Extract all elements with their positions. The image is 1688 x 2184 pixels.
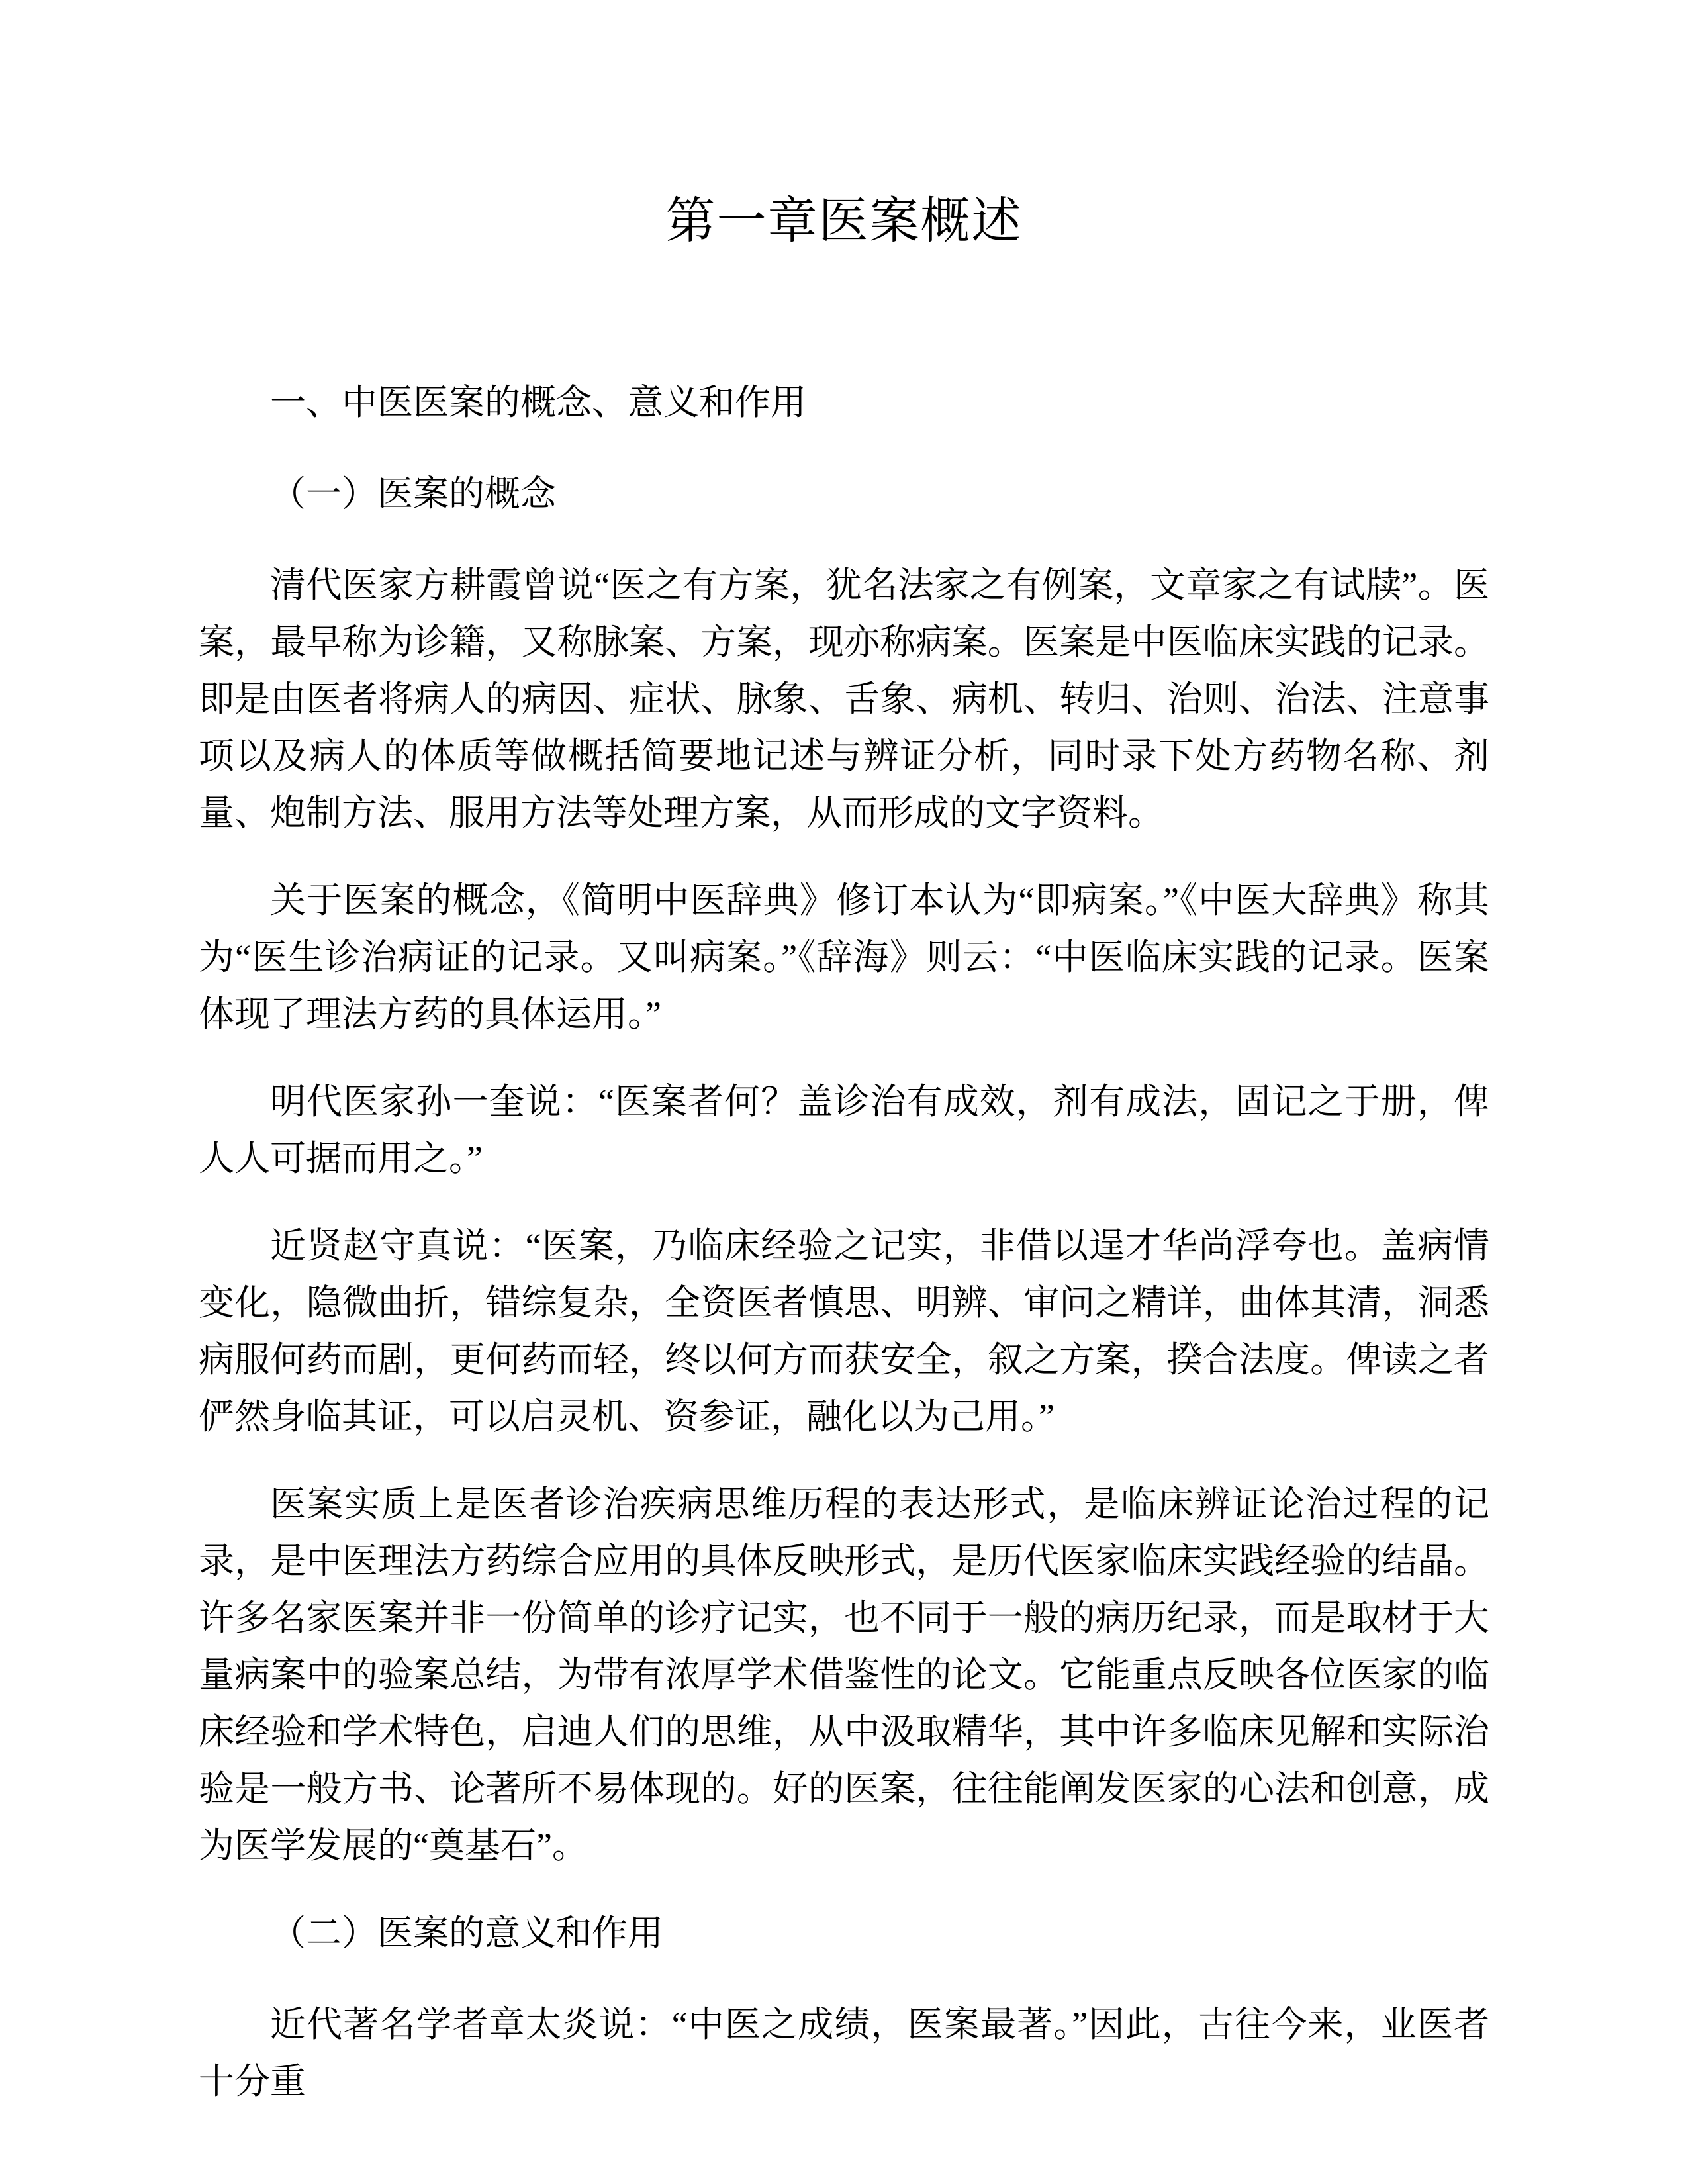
- section-heading-1: 一、中医医案的概念、意义和作用: [270, 383, 806, 422]
- subsection-heading-1: （一）医案的概念: [270, 474, 556, 514]
- paragraph-concept-4: 近贤赵守真说：“医案，乃临床经验之记实，非借以逞才华尚浮夸也。盖病情变化，隐微曲折，错综复杂，全资医者慎思、明辨、审问之精详，曲体其清，洞悉病服何药而剧，更何药而轻，终以何方而获安全，叙之方案，揆合法度。俾读之者俨然身临其证，可以启灵机、资参证，融化以为己用。”: [199, 1226, 1489, 1437]
- paragraph-concept-2: 关于医案的概念，《简明中医辞典》修订本认为“即病案。”《中医大辞典》称其为“医生诊治病证的记录。又叫病案。”《辞海》则云：“中医临床实践的记录。医案体现了理法方药的具体运用。”: [199, 880, 1489, 1034]
- paragraph-concept-5: 医案实质上是医者诊治疾病思维历程的表达形式，是临床辨证论治过程的记录，是中医理法方药综合应用的具体反映形式，是历代医家临床实践经验的结晶。许多名家医案并非一份简单的诊疗记实，也不同于一般的病历纪录，而是取材于大量病案中的验案总结，为带有浓厚学术借鉴性的论文。它能重点反映各位医家的临床经验和学术特色，启迪人们的思维，从中汲取精华，其中许多临床见解和实际治验是一般方书、论著所不易体现的。好的医案，往往能阐发医家的心法和创意，成为医学发展的“奠基石”。: [199, 1484, 1489, 1866]
- paragraph-significance-1: 近代著名学者章太炎说：“中医之成绩，医案最著。”因此，古往今来，业医者十分重: [199, 2005, 1489, 2101]
- chapter-title: 第一章医案概述: [665, 194, 1023, 249]
- paragraph-concept-1: 清代医家方耕霞曾说“医之有方案，犹名法家之有例案，文章家之有试牍”。医案，最早称为诊籍，又称脉案、方案，现亦称病案。医案是中医临床实践的记录。即是由医者将病人的病因、症状、脉象、舌象、病机、转归、治则、治法、注意事项以及病人的体质等做概括简要地记述与辨证分析，同时录下处方药物名称、剂量、炮制方法、服用方法等处理方案，从而形成的文字资料。: [199, 565, 1489, 833]
- subsection-heading-2: （二）医案的意义和作用: [270, 1913, 663, 1953]
- paragraph-concept-3: 明代医家孙一奎说：“医案者何？盖诊治有成效，剂有成法，固记之于册，俾人人可据而用之。”: [199, 1082, 1489, 1178]
